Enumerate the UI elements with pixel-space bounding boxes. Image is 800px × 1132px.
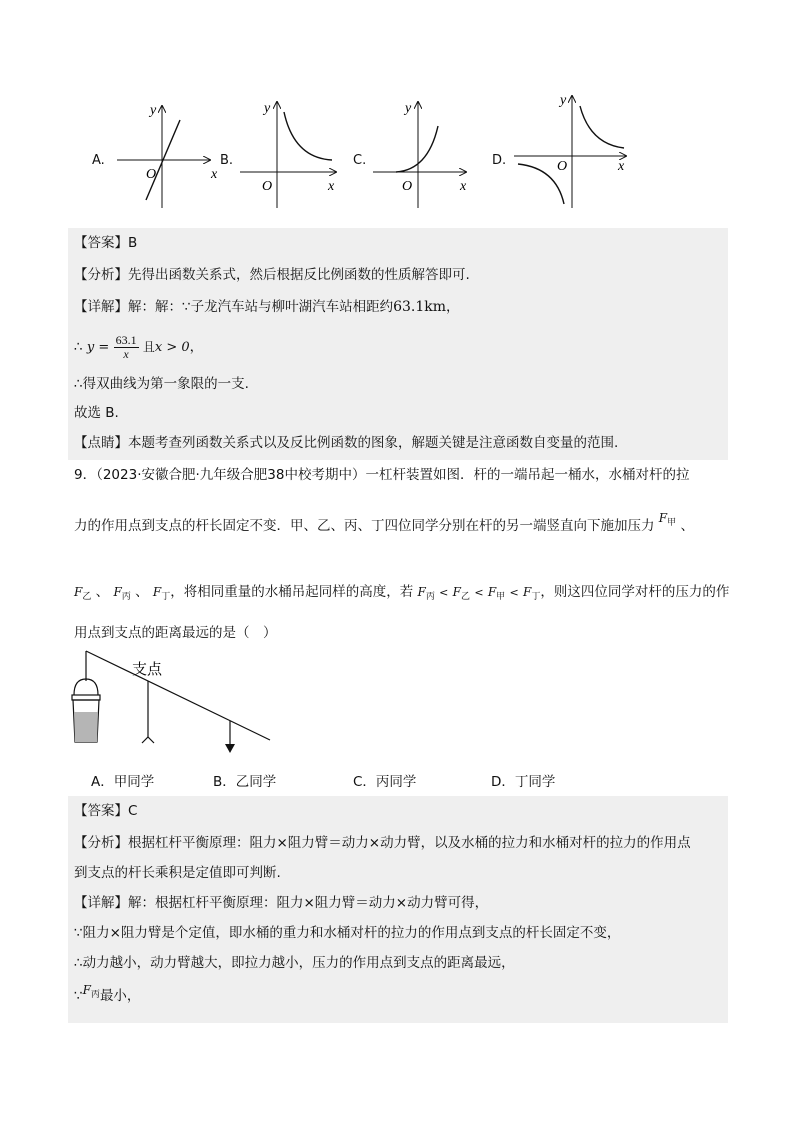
q9-stem-line3: $F_乙$ 、 $F_丙$ 、 $F_丁$，将相同重量的水桶吊起同样的高度，若 $F_丙 < F_乙 < F_甲 < F_丁$，则这四位同学对杆的压力的作 (74, 584, 730, 602)
q9-option-a: A．甲同学 (91, 774, 155, 790)
graph-c (373, 101, 467, 208)
y-label: y (264, 101, 271, 116)
q8-formula: ∴ y = $\frac{63.1}{x}$ 且x > 0， (74, 332, 204, 361)
q9-detail-line4: $\because F^丙$最小， (74, 983, 141, 1004)
q9-option-b: B．乙同学 (213, 774, 277, 790)
option-graphs (0, 0, 800, 220)
q9-analysis-line1: 【分析】根据杠杆平衡原理：阻力×阻力臂＝动力×动力臂，以及水桶的拉力和水桶对杆的拉力的作用点 (74, 835, 691, 851)
q9-analysis-line2: 到支点的杆长乘积是定值即可判断. (74, 865, 281, 881)
graph-d (514, 93, 626, 208)
lever-rod (86, 651, 270, 740)
x-label: x (328, 179, 335, 194)
q8-conclusion: ∴得双曲线为第一象限的一支. (74, 376, 249, 392)
graph-b (240, 101, 336, 208)
origin-label: O (262, 179, 273, 194)
q9-option-d: D．丁同学 (491, 774, 556, 790)
option-b-label: B. (220, 153, 234, 168)
fulcrum-base (142, 737, 154, 743)
fulcrum-label: 支点 (132, 662, 163, 678)
q9-stem-line4: 用点到支点的距离最远的是（ ） (74, 625, 277, 641)
y-label: y (405, 101, 412, 116)
origin-label: O (557, 159, 568, 174)
q8-comment: 【点睛】本题考查列函数关系式以及反比例函数的图象，解题关键是注意函数自变量的范围. (74, 435, 619, 451)
q9-stem-line1: 9．（2023·安徽合肥·九年级合肥38中校考期中）一杠杆装置如图．杆的一端吊起一桶水，水桶对杆的拉 (74, 467, 690, 483)
force-arrow-icon (225, 744, 235, 753)
graph-a (117, 103, 218, 208)
option-d-label: D. (492, 153, 507, 168)
y-label: y (150, 103, 157, 118)
q8-choose: 故选 B. (74, 405, 119, 421)
y-label: y (560, 93, 567, 108)
q9-stem-line2: 力的作用点到支点的杆长固定不变．甲、乙、丙、丁四位同学分别在杆的另一端竖直向下施加压力 $F^甲$ 、 (74, 511, 694, 534)
x-label: x (618, 159, 625, 174)
q9-detail-line1: 【详解】解：根据杠杆平衡原理：阻力×阻力臂＝动力×动力臂可得， (74, 895, 489, 911)
water (74, 712, 98, 742)
hyperbola-branch-q1 (580, 106, 624, 148)
hyperbola-branch (284, 112, 332, 160)
q9-detail-line2: ∵阻力×阻力臂是个定值，即水桶的重力和水桶对杆的拉力的作用点到支点的杆长固定不变， (74, 925, 621, 941)
q9-option-c: C．丙同学 (353, 774, 417, 790)
x-label: x (211, 167, 218, 182)
x-label: x (460, 179, 467, 194)
lever-diagram (60, 645, 280, 760)
curve-graph (396, 126, 438, 172)
q8-detail-line1: 【详解】解：解：∵子龙汽车站与柳叶湖汽车站相距约63.1km， (74, 299, 460, 315)
q8-answer: 【答案】B (74, 235, 138, 251)
option-c-label: C. (353, 153, 367, 168)
q9-detail-line3: ∴动力越小，动力臂越大，即拉力越小，压力的作用点到支点的距离最远， (74, 955, 515, 971)
q8-analysis: 【分析】先得出函数关系式，然后根据反比例函数的性质解答即可. (74, 267, 470, 283)
bucket-handle (74, 679, 98, 695)
fraction: $\frac{63.1}{x}$ (115, 332, 137, 361)
bucket-rim (72, 695, 100, 700)
q9-answer: 【答案】C (74, 803, 138, 819)
origin-label: O (146, 167, 157, 182)
option-a-label: A. (92, 153, 105, 168)
origin-label: O (402, 179, 413, 194)
